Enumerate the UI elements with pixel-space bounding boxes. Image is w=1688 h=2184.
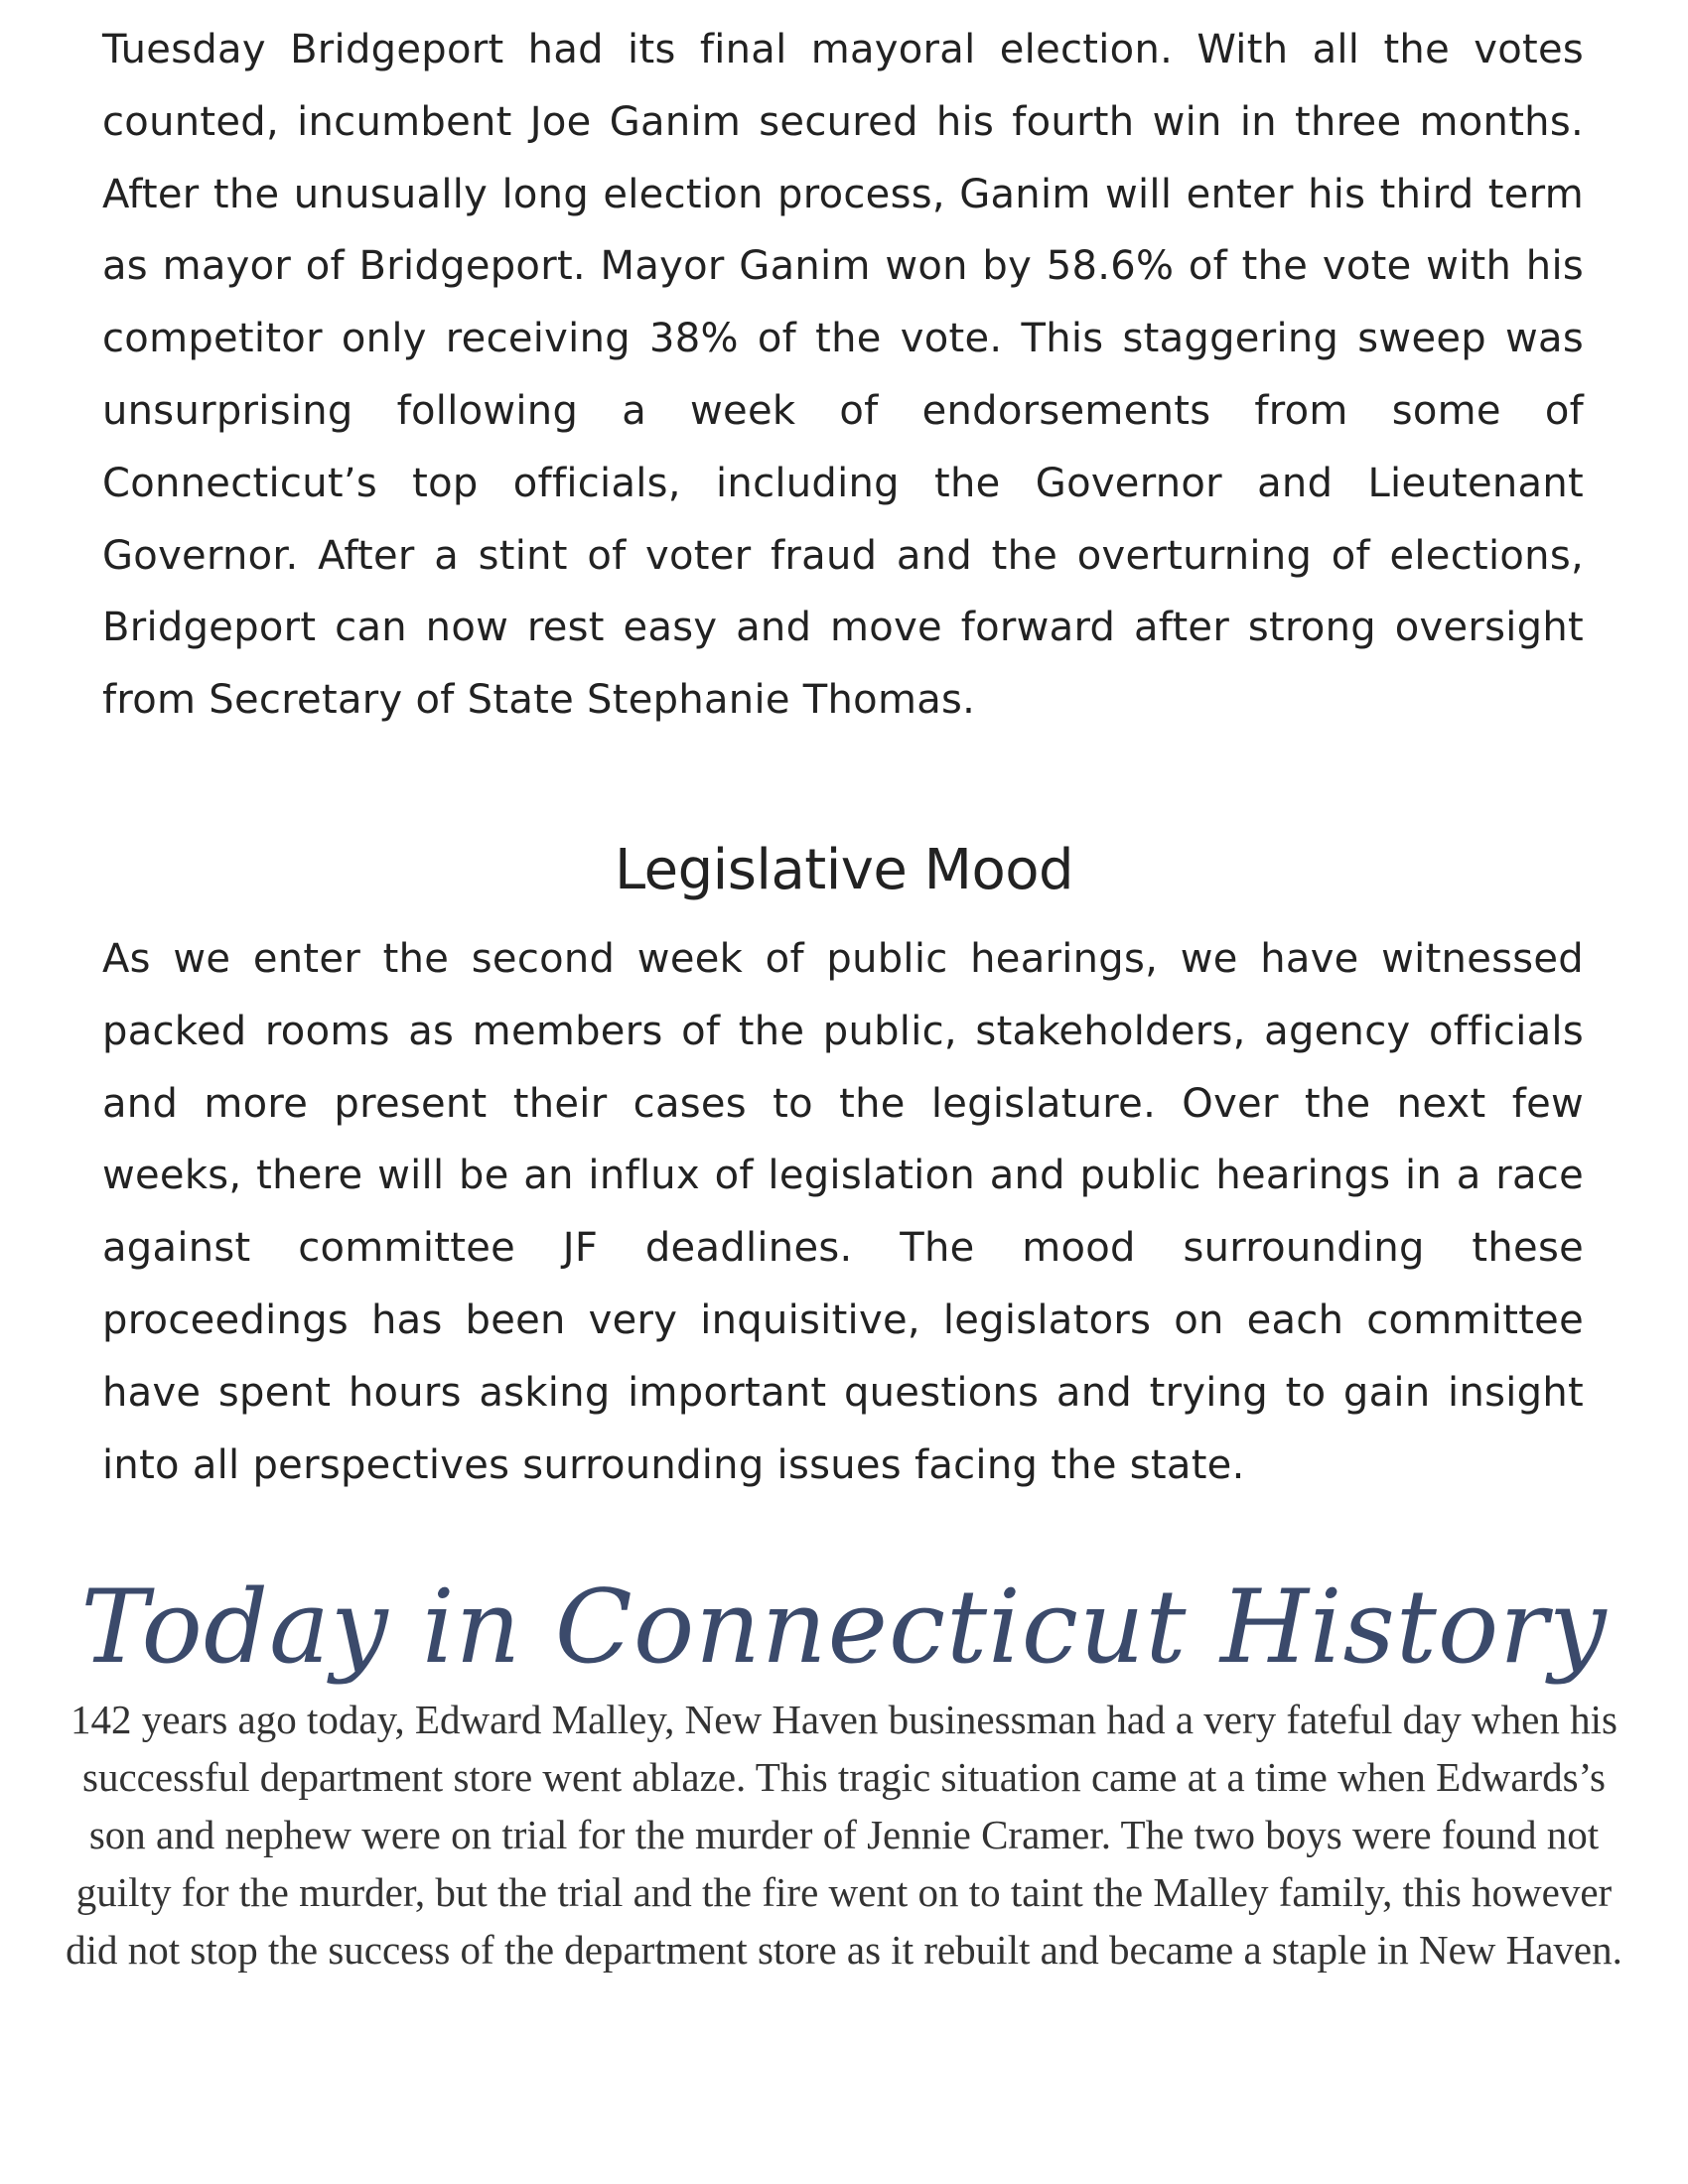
today-in-history-paragraph: 142 years ago today, Edward Malley, New Haven businessman had a very fateful day when his successful department store went ablaze. This tragic situation came at a time when Edwards’s son and nephew were on trial for the murder of Jennie Cramer. The two boys were found not guilty for the murder, but the trial and the fire went on to taint the Malley family, this however did not stop the success of the department store as it rebuilt and became a staple in New Haven.	[66, 1697, 1622, 1973]
today-in-history-heading: Today in Connecticut History	[80, 1569, 1608, 1687]
bridgeport-election-paragraph: Tuesday Bridgeport had its final mayoral election. With all the votes counted, incumbent Joe Ganim secured his fourth win in three months. After the unusually long election process, Ganim will enter his third term as mayor of Bridgeport. Mayor Ganim won by 58.6% of the vote with his competitor only receiving 38% of the vote. This staggering sweep was unsurprising following a week of endorsements from some of Connecticut’s top officials, including the Governor and Lieutenant Governor. After a stint of voter fraud and the overturning of elections, Bridgeport can now rest easy and move forward after strong oversight from Secretary of State Stephanie Thomas.	[102, 27, 1584, 724]
legislative-mood-heading: Legislative Mood	[614, 838, 1074, 902]
legislative-mood-paragraph: As we enter the second week of public hearings, we have witnessed packed rooms as members of the public, stakeholders, agency officials and more present their cases to the legislature. Over the next few weeks, there will be an influx of legislation and public hearings in a race against committee JF deadlines. The mood surrounding these proceedings has been very inquisitive, legislators on each committee have spent hours asking important questions and trying to gain insight into all perspectives surrounding issues facing the state.	[102, 936, 1584, 1488]
